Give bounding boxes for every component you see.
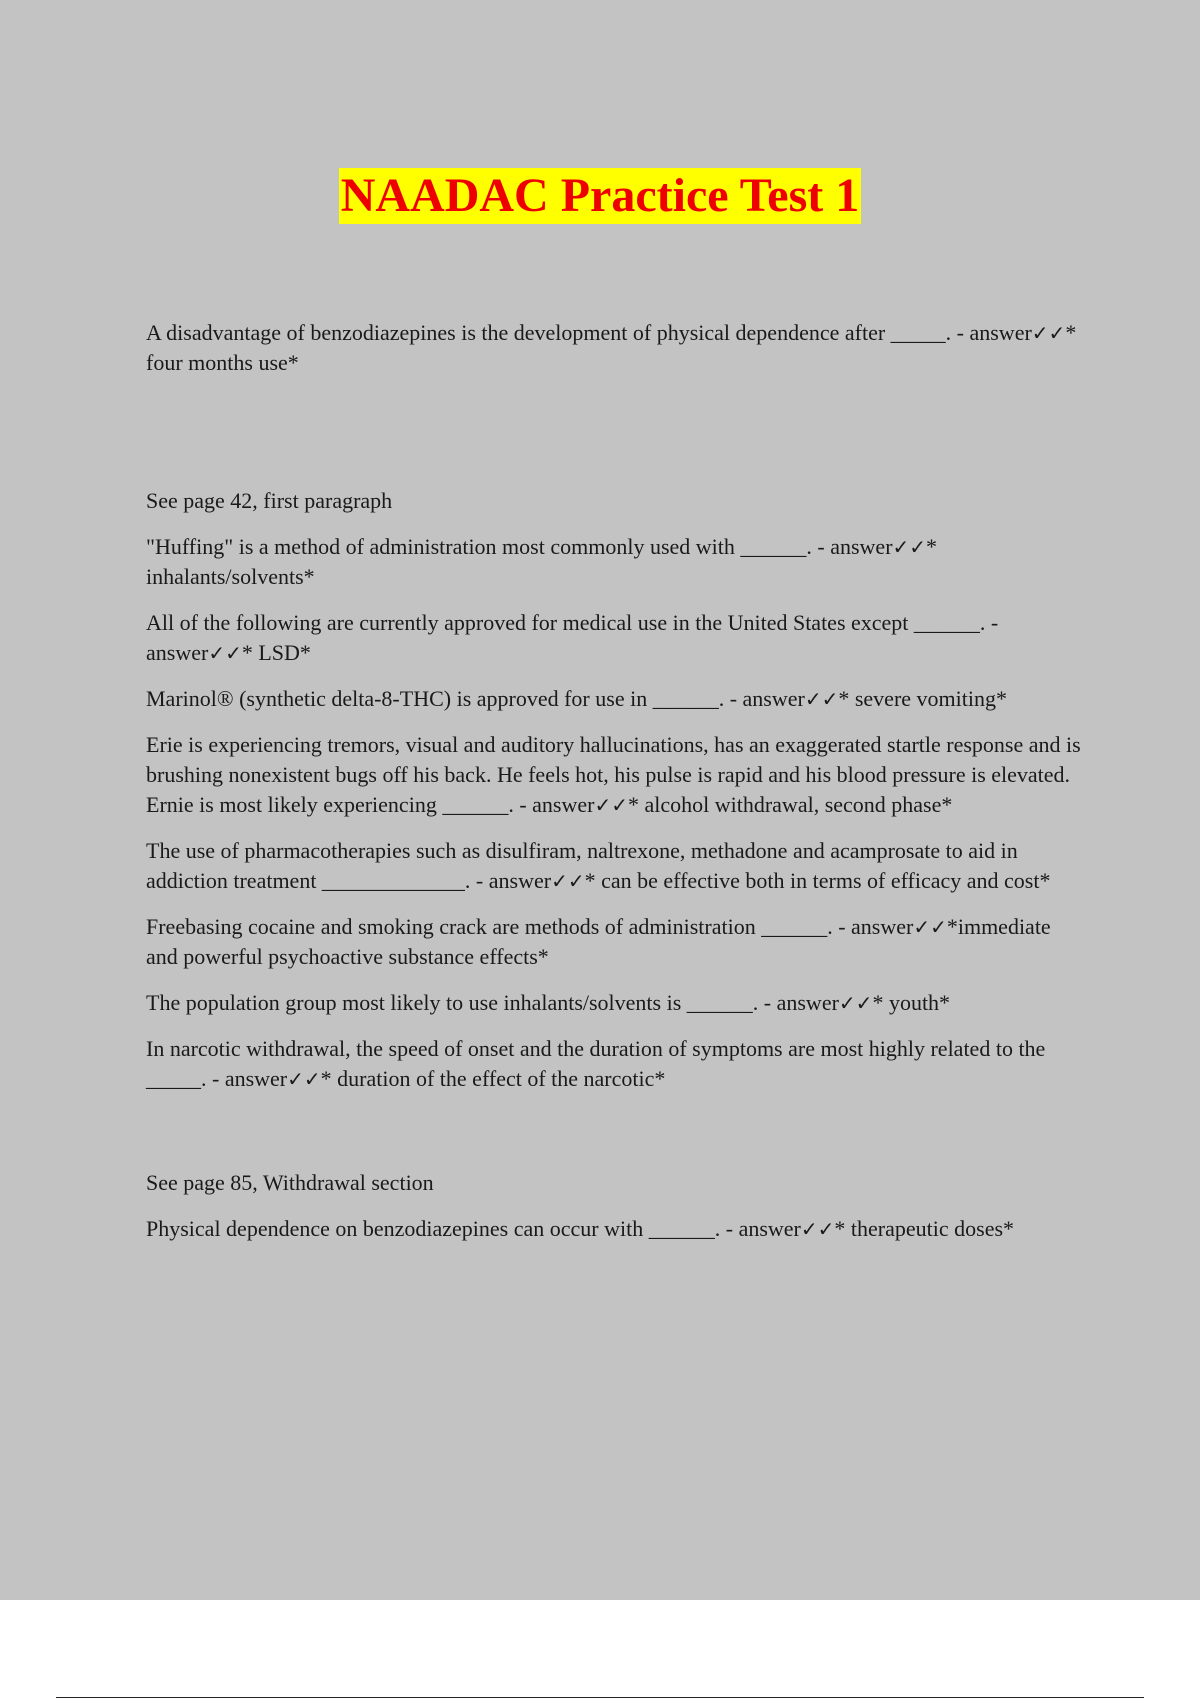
- answer-text: * youth*: [872, 990, 951, 1015]
- qa-item: [146, 730, 1086, 820]
- qa-item: [146, 684, 1086, 714]
- check-mark-icon: ✓✓: [804, 687, 839, 711]
- question-text: The population group most likely to use inhalants/solvents is ______. - answer: [146, 990, 839, 1015]
- check-mark-icon: ✓✓: [551, 869, 585, 893]
- qa-item: [146, 836, 1086, 896]
- footer-divider: [56, 1697, 1144, 1698]
- question-text: In narcotic withdrawal, the speed of onset and the duration of symptoms are most highly related to the _____. - answer: [146, 1036, 1046, 1091]
- question-text: Freebasing cocaine and smoking crack are methods of administration ______. - answer: [146, 914, 914, 939]
- reference-note: See page 42, first paragraph: [146, 488, 393, 513]
- qa-item: [146, 318, 1086, 378]
- check-mark-icon: ✓✓: [892, 535, 927, 559]
- check-mark-icon: ✓✓: [1031, 321, 1066, 345]
- answer-text: * inhalants/solvents*: [146, 534, 938, 589]
- answer-text: * duration of the effect of the narcotic*: [320, 1066, 666, 1091]
- question-text: Physical dependence on benzodiazepines can occur with ______. - answer: [146, 1216, 801, 1241]
- question-text: A disadvantage of benzodiazepines is the development of physical dependence after _____. - answer: [146, 320, 1032, 345]
- check-mark-icon: ✓✓: [287, 1067, 321, 1091]
- document-body: [146, 318, 1086, 1260]
- qa-item: [146, 608, 1086, 668]
- question-text: Marinol® (synthetic delta-8-THC) is approved for use in ______. - answer: [146, 686, 805, 711]
- qa-item: [146, 532, 1086, 592]
- check-mark-icon: ✓✓: [800, 1217, 835, 1241]
- question-text: The use of pharmacotherapies such as disulfiram, naltrexone, methadone and acamprosate to aid in addiction treatment _____________. - answer: [146, 838, 1018, 893]
- question-text: "Huffing" is a method of administration most commonly used with ______. - answer: [146, 534, 893, 559]
- qa-item: [146, 1214, 1086, 1244]
- check-mark-icon: ✓✓: [838, 991, 873, 1015]
- answer-text: * LSD*: [241, 640, 311, 665]
- reference-note: See page 85, Withdrawal section: [146, 1170, 434, 1195]
- answer-text: * four months use*: [146, 320, 1077, 375]
- question-text: Erie is experiencing tremors, visual and auditory hallucinations, has an exaggerated startle response and is brushing nonexistent bugs off his back. He feels hot, his pulse is rapid and his blood pressure is elevated. Ernie is most likely experiencing ______. - answer: [146, 732, 1081, 817]
- check-mark-icon: ✓✓: [913, 915, 947, 939]
- document-title: NAADAC Practice Test 1: [340, 169, 860, 222]
- answer-text: * can be effective both in terms of efficacy and cost*: [584, 868, 1051, 893]
- title-container: [0, 168, 1200, 224]
- check-mark-icon: ✓✓: [208, 641, 242, 665]
- answer-text: * therapeutic doses*: [834, 1216, 1015, 1241]
- answer-text: *immediate and powerful psychoactive substance effects*: [146, 914, 1051, 969]
- answer-text: * severe vomiting*: [838, 686, 1007, 711]
- check-mark-icon: ✓✓: [594, 793, 628, 817]
- qa-item: [146, 912, 1086, 972]
- qa-item: [146, 1034, 1086, 1094]
- qa-item: [146, 988, 1086, 1018]
- question-text: All of the following are currently approved for medical use in the United States except ______. - answer: [146, 610, 999, 665]
- answer-text: * alcohol withdrawal, second phase*: [627, 792, 953, 817]
